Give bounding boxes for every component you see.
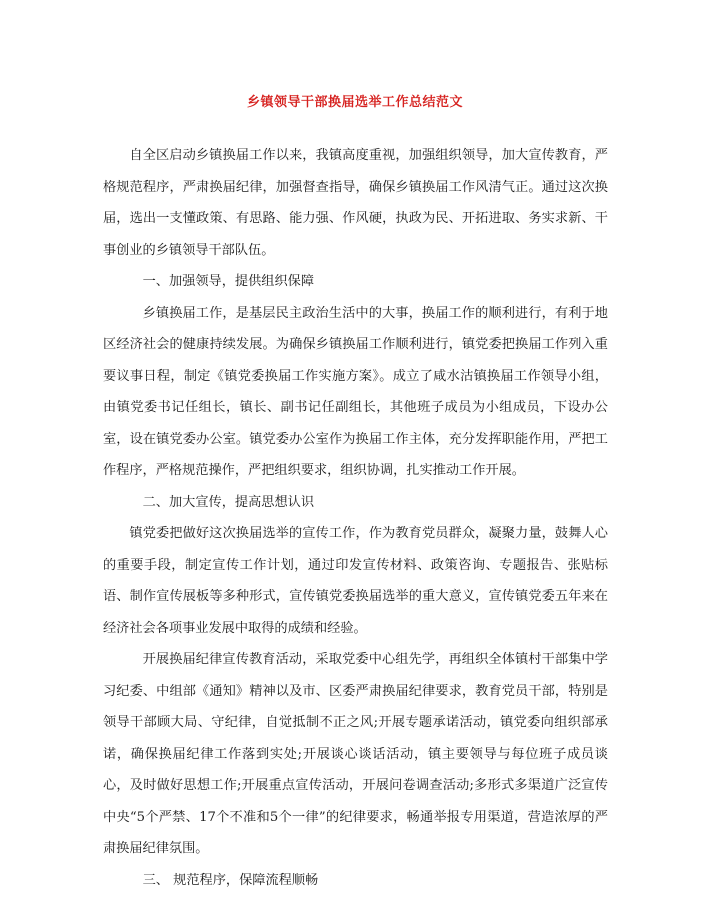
document-title: 乡镇领导干部换届选举工作总结范文: [246, 95, 463, 110]
section-heading-3: 三、 规范程序，保障流程顺畅: [142, 872, 319, 888]
section-heading-1: 一、加强领导，提供组织保障: [142, 274, 315, 289]
section-1-paragraph: 乡镇换届工作，是基层民主政治生活中的大事，换届工作的顺利进行，有利于地区经济社会的健康持续发展。为确保乡镇换届工作顺利进行，镇党委把换届工作列入重要议事日程，制定《镇党委换届工作实施方案》。成立了咸水沽镇换届工作领导小组，由镇党委书记任组长，镇长、副书记任副组长，其他班子成员为小组成员，下设办公室，设在镇党委办公室。镇党委办公室作为换届工作主体，充分发挥职能作用，严把工作程序，严格规范操作，严把组织要求，组织协调，扎实推动工作开展。: [103, 305, 608, 478]
section-2-paragraph-1: 镇党委把做好这次换届选举的宣传工作，作为教育党员群众，凝聚力量，鼓舞人心的重要手段，制定宣传工作计划，通过印发宣传材料、政策咨询、专题报告、张贴标语、制作宣传展板等多种形式，宣传镇党委换届选举的重大意义，宣传镇党委五年来在经济社会各项事业发展中取得的成绩和经验。: [103, 526, 608, 636]
document-body: [103, 140, 608, 896]
intro-paragraph: 自全区启动乡镇换届工作以来，我镇高度重视，加强组织领导，加大宣传教育，严格规范程序，严肃换届纪律，加强督查指导，确保乡镇换届工作风清气正。通过这次换届，选出一支懂政策、有思路、能力强、作风硬，执政为民、开拓进取、务实求新、干事创业的乡镇领导干部队伍。: [103, 148, 608, 258]
section-heading-2: 二、加大宣传，提高思想认识: [142, 494, 315, 510]
section-2-paragraph-2: 开展换届纪律宣传教育活动，采取党委中心组先学，再组织全体镇村干部集中学习纪委、中组部《通知》精神以及市、区委严肃换届纪律要求，教育党员干部，特别是领导干部顾大局、守纪律，自觉抵制不正之风;开展专题承诺活动，镇党委向组织部承诺，确保换届纪律工作落到实处;开展谈心谈话活动，镇主要领导与每位班子成员谈心，及时做好思想工作;开展重点宣传活动，开展问卷调查活动;多形式多渠道广泛宣传中央“5个严禁、17个不准和5个一律”的纪律要求，畅通举报专用渠道，营造浓厚的严肃换届纪律氛围。: [103, 652, 608, 856]
